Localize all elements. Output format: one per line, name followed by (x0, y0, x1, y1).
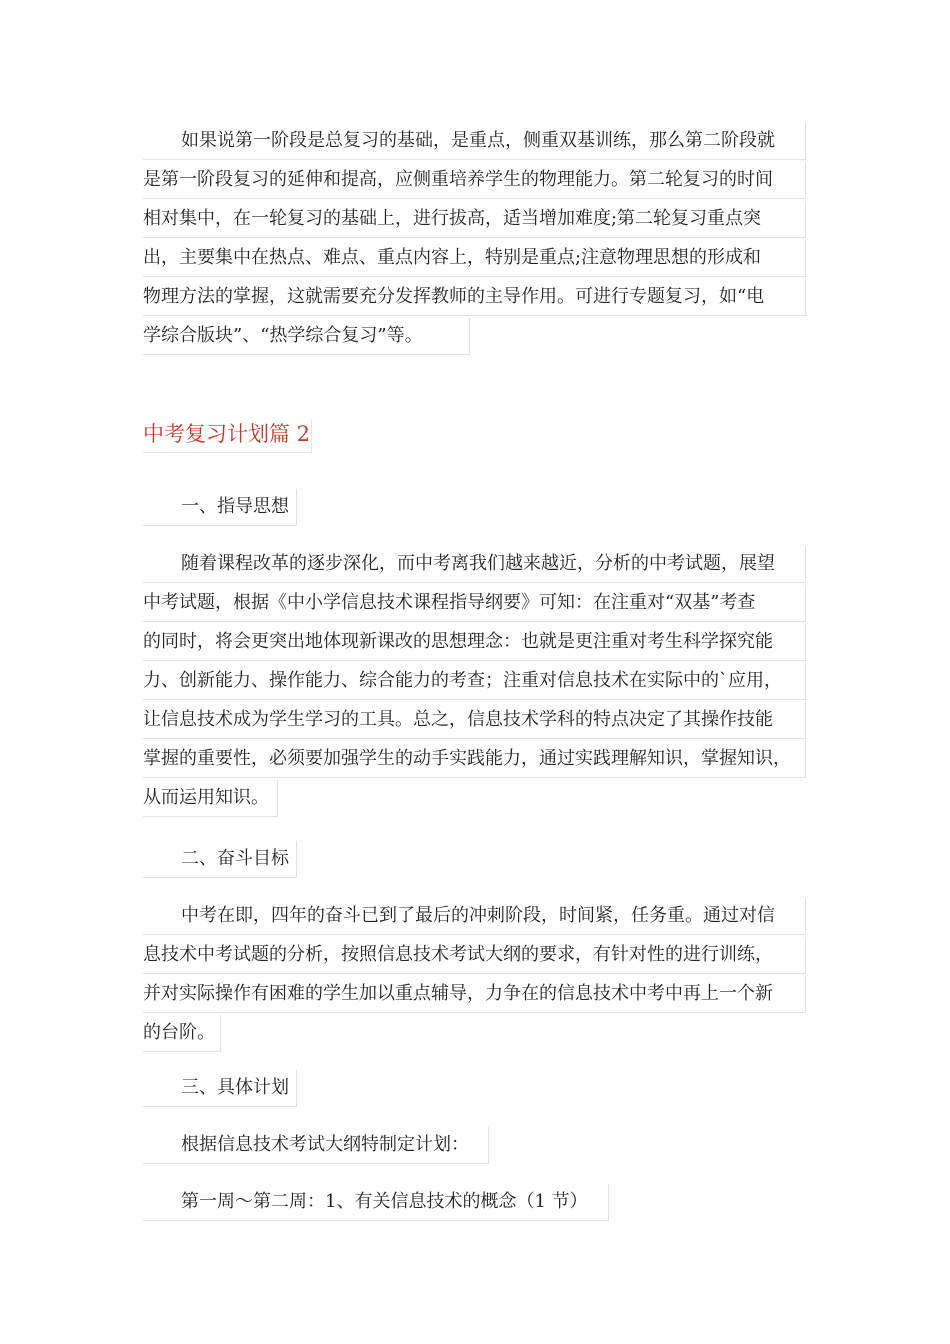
text-line: 随着课程改革的逐步深化，而中考离我们越来越近，分析的中考试题，展望 (143, 544, 805, 583)
plan-intro (143, 1125, 469, 1164)
text-line: 物理方法的掌握，这就需要充分发挥教师的主导作用。可进行专题复习，如“电 (143, 277, 805, 316)
section-title-plan (143, 1068, 289, 1107)
text-line: 中考试题，根据《中小学信息技术课程指导纲要》可知：在注重对“双基”考查 (143, 583, 805, 622)
text-line: 二、奋斗目标 (143, 839, 289, 878)
section-title-guiding-thought (143, 487, 289, 526)
text-line: 一、指导思想 (143, 487, 289, 526)
text-line: 让信息技术成为学生学习的工具。总之，信息技术学科的特点决定了其操作技能 (143, 700, 805, 739)
section-heading: 中考复习计划篇 2 (143, 415, 310, 453)
text-line: 如果说第一阶段是总复习的基础，是重点，侧重双基训练，那么第二阶段就 (143, 121, 805, 160)
text-line: 力、创新能力、操作能力、综合能力的考查；注重对信息技术在实际中的`应用， (143, 661, 805, 700)
section-title-goals (143, 839, 289, 878)
paragraph-physics-review (143, 121, 805, 355)
text-line: 掌握的重要性，必须要加强学生的动手实践能力，通过实践理解知识，掌握知识， (143, 739, 805, 778)
text-line: 相对集中，在一轮复习的基础上，进行拔高，适当增加难度;第二轮复习重点突 (143, 199, 805, 238)
text-line: 的台阶。 (143, 1013, 805, 1052)
plan-week-1 (143, 1182, 588, 1221)
paragraph-guiding-thought (143, 544, 805, 817)
text-line: 三、具体计划 (143, 1068, 289, 1107)
text-line: 第一周～第二周：1、有关信息技术的概念（1 节） (143, 1182, 588, 1221)
text-line: 并对实际操作有困难的学生加以重点辅导，力争在的信息技术中考中再上一个新 (143, 974, 805, 1013)
paragraph-goals (143, 896, 805, 1052)
text-line: 息技术中考试题的分析，按照信息技术考试大纲的要求，有针对性的进行训练， (143, 935, 805, 974)
text-line: 出，主要集中在热点、难点、重点内容上，特别是重点;注意物理思想的形成和 (143, 238, 805, 277)
text-line: 学综合版块”、“热学综合复习”等。 (143, 316, 805, 355)
text-line: 根据信息技术考试大纲特制定计划： (143, 1125, 469, 1164)
text-line: 从而运用知识。 (143, 778, 805, 817)
text-line: 中考在即，四年的奋斗已到了最后的冲刺阶段，时间紧，任务重。通过对信 (143, 896, 805, 935)
text-line: 的同时，将会更突出地体现新课改的思想理念：也就是更注重对考生科学探究能 (143, 622, 805, 661)
text-line: 是第一阶段复习的延伸和提高，应侧重培养学生的物理能力。第二轮复习的时间 (143, 160, 805, 199)
